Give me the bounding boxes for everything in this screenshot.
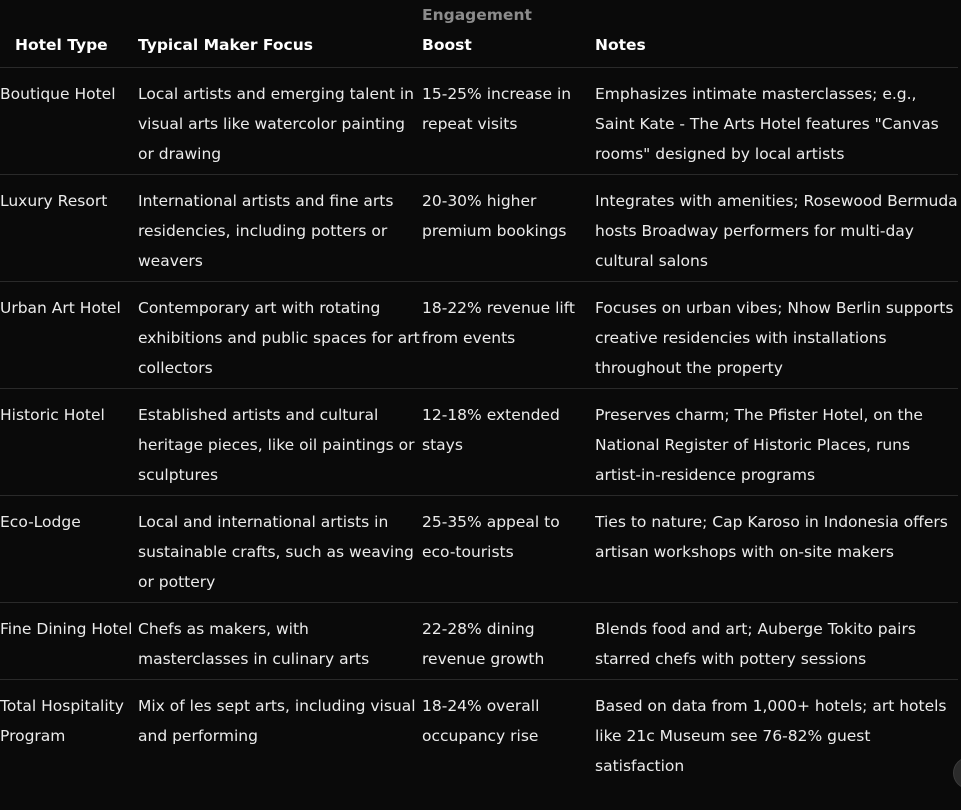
table-row <box>0 496 958 603</box>
cell-notes: Ties to nature; Cap Karoso in Indonesia offers artisan workshops with on-site makers <box>595 496 958 603</box>
cell-notes: Focuses on urban vibes; Nhow Berlin supports creative residencies with installations throughout the property <box>595 282 958 389</box>
table-row <box>0 175 958 282</box>
cell-engagement-boost: 18-24% overall occupancy rise <box>422 697 540 745</box>
table-row <box>0 603 958 680</box>
cell-engagement-boost: 25-35% appeal to eco-tourists <box>422 496 595 603</box>
cell-hotel-type: Urban Art Hotel <box>0 282 138 389</box>
cell-notes: Blends food and art; Auberge Tokito pairs starred chefs with pottery sessions <box>595 603 958 680</box>
cell-maker-focus: Chefs as makers, with masterclasses in culinary arts <box>138 603 422 680</box>
cell-hotel-type: Luxury Resort <box>0 175 138 282</box>
cell-hotel-type: Fine Dining Hotel <box>0 603 138 680</box>
table-row <box>0 68 958 175</box>
cell-engagement-boost: 15-25% increase in repeat visits <box>422 68 595 175</box>
cell-maker-focus: Established artists and cultural heritage pieces, like oil paintings or sculptures <box>138 389 422 496</box>
table-row <box>0 680 958 787</box>
cell-hotel-type: Historic Hotel <box>0 389 138 496</box>
cell-notes: Preserves charm; The Pfister Hotel, on the National Register of Historic Places, runs artist-in-residence programs <box>595 389 958 496</box>
cell-engagement-boost: 22-28% dining revenue growth <box>422 603 595 680</box>
header-hotel-type: Hotel Type <box>0 0 138 68</box>
cell-notes: Emphasizes intimate masterclasses; e.g., Saint Kate - The Arts Hotel features "Canvas rooms" designed by local artists <box>595 68 958 175</box>
cell-maker-focus: International artists and fine arts residencies, including potters or weavers <box>138 175 422 282</box>
cell-engagement-boost: 18-22% revenue lift from events <box>422 282 595 389</box>
cell-maker-focus: Local artists and emerging talent in visual arts like watercolor painting or drawing <box>138 68 422 175</box>
header-notes: Notes <box>595 0 958 68</box>
cell-maker-focus: Mix of les sept arts, including visual and performing <box>138 697 416 745</box>
cell-hotel-type: Boutique Hotel <box>0 68 138 175</box>
cell-notes: Based on data from 1,000+ hotels; art hotels like 21c Museum see 76-82% guest satisfaction <box>595 697 947 775</box>
cell-maker-focus: Local and international artists in sustainable crafts, such as weaving or pottery <box>138 496 422 603</box>
cell-engagement-boost: 20-30% higher premium bookings <box>422 175 595 282</box>
header-engagement-boost <box>422 0 595 68</box>
header-engagement-line2: Boost <box>422 36 472 54</box>
header-maker-focus: Typical Maker Focus <box>138 0 422 68</box>
table-row <box>0 389 958 496</box>
cell-maker-focus: Contemporary art with rotating exhibitions and public spaces for art collectors <box>138 282 422 389</box>
header-engagement-line1: Engagement <box>422 6 532 24</box>
cell-notes: Integrates with amenities; Rosewood Bermuda hosts Broadway performers for multi-day cultural salons <box>595 175 958 282</box>
table-row <box>0 282 958 389</box>
cell-engagement-boost: 12-18% extended stays <box>422 389 595 496</box>
cell-hotel-type: Total Hospitality Program <box>0 697 124 745</box>
table-header-row <box>0 0 958 68</box>
cell-hotel-type: Eco-Lodge <box>0 496 138 603</box>
